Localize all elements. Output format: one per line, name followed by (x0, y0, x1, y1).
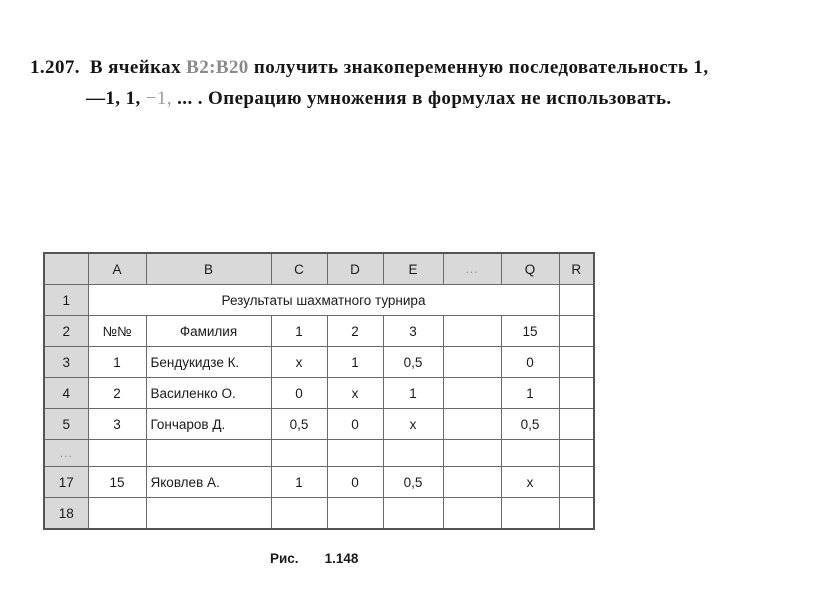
table-cell (327, 498, 383, 530)
column-header-a: A (88, 253, 146, 285)
spreadsheet-table (43, 252, 595, 530)
table-cell (559, 285, 594, 316)
problem-text-before: В ячейках (89, 57, 181, 78)
table-cell: 2 (88, 378, 146, 409)
row-header: 1 (44, 285, 88, 316)
sequence-start: —1, 1, (86, 88, 141, 109)
table-cell: 0 (271, 378, 327, 409)
column-header-r: R (559, 253, 594, 285)
table-cell: Гончаров Д. (146, 409, 271, 440)
table-cell: x (327, 378, 383, 409)
table-row (44, 498, 594, 530)
table-cell: №№ (88, 316, 146, 347)
table-cell (501, 440, 559, 467)
table-cell: Бендукидзе К. (146, 347, 271, 378)
table-cell (146, 498, 271, 530)
problem-line-1 (30, 52, 810, 83)
row-header: 5 (44, 409, 88, 440)
problem-number: 1.207. (30, 57, 80, 78)
table-cell: 1 (271, 467, 327, 498)
table-cell: Фамилия (146, 316, 271, 347)
table-cell (559, 467, 594, 498)
table-cell: 0 (327, 467, 383, 498)
table-row (44, 409, 594, 440)
table-cell (443, 409, 501, 440)
column-header-row (44, 253, 594, 285)
column-header-d: D (327, 253, 383, 285)
table-cell (443, 440, 501, 467)
table-cell: 1 (271, 316, 327, 347)
table-cell: 1 (501, 378, 559, 409)
table-cell (559, 347, 594, 378)
table-cell: x (271, 347, 327, 378)
row-header: 3 (44, 347, 88, 378)
table-cell: 2 (327, 316, 383, 347)
table-cell (559, 316, 594, 347)
figure-caption (270, 551, 358, 566)
table-cell: 1 (383, 378, 443, 409)
problem-text-after: получить знакопеременную последовательность 1, (253, 57, 709, 78)
table-cell (559, 409, 594, 440)
table-cell (443, 467, 501, 498)
table-cell: 0 (501, 347, 559, 378)
table-cell (443, 316, 501, 347)
table-cell: 15 (501, 316, 559, 347)
table-row (44, 285, 594, 316)
table-cell: 0 (327, 409, 383, 440)
table-cell (443, 347, 501, 378)
cell-range: B2:B20 (186, 57, 249, 78)
column-header-c: C (271, 253, 327, 285)
table-cell: 0,5 (271, 409, 327, 440)
table-cell: 1 (327, 347, 383, 378)
table-cell: 0,5 (501, 409, 559, 440)
table-cell: x (383, 409, 443, 440)
table-cell: Василенко О. (146, 378, 271, 409)
table-cell (271, 440, 327, 467)
problem-text-end: ... . Операцию умножения в формулах не использовать. (177, 88, 672, 109)
column-header-e: E (383, 253, 443, 285)
column-header-q: Q (501, 253, 559, 285)
table-cell: 0,5 (383, 467, 443, 498)
table-cell: 3 (383, 316, 443, 347)
row-header-ellipsis: ... (44, 440, 88, 467)
corner-cell (44, 253, 88, 285)
table-title-cell: Результаты шахматного турнира (88, 285, 559, 316)
table-cell (327, 440, 383, 467)
table-cell (383, 440, 443, 467)
problem-line-2 (30, 83, 810, 114)
column-header-b: B (146, 253, 271, 285)
table-cell (383, 498, 443, 530)
table-cell (501, 498, 559, 530)
caption-number: 1.148 (324, 551, 359, 566)
problem-statement (30, 52, 810, 114)
row-header: 4 (44, 378, 88, 409)
table-cell: 15 (88, 467, 146, 498)
column-header-ellipsis: ... (443, 253, 501, 285)
table-cell: x (501, 467, 559, 498)
table-cell: 0,5 (383, 347, 443, 378)
table-cell (443, 498, 501, 530)
table-header-row (44, 316, 594, 347)
table-cell: 1 (88, 347, 146, 378)
table-cell (88, 498, 146, 530)
sequence-faded-term: −1, (145, 88, 172, 109)
table-row (44, 467, 594, 498)
table-cell (271, 498, 327, 530)
row-header: 17 (44, 467, 88, 498)
row-header: 2 (44, 316, 88, 347)
table-row (44, 378, 594, 409)
table-row-gap (44, 440, 594, 467)
table-cell (88, 440, 146, 467)
table-cell (559, 440, 594, 467)
table-cell (559, 378, 594, 409)
table-cell (559, 498, 594, 530)
table-cell (146, 440, 271, 467)
table-row (44, 347, 594, 378)
table-cell (443, 378, 501, 409)
caption-label: Рис. (270, 551, 299, 566)
table-cell: 3 (88, 409, 146, 440)
row-header: 18 (44, 498, 88, 530)
table-cell: Яковлев А. (146, 467, 271, 498)
